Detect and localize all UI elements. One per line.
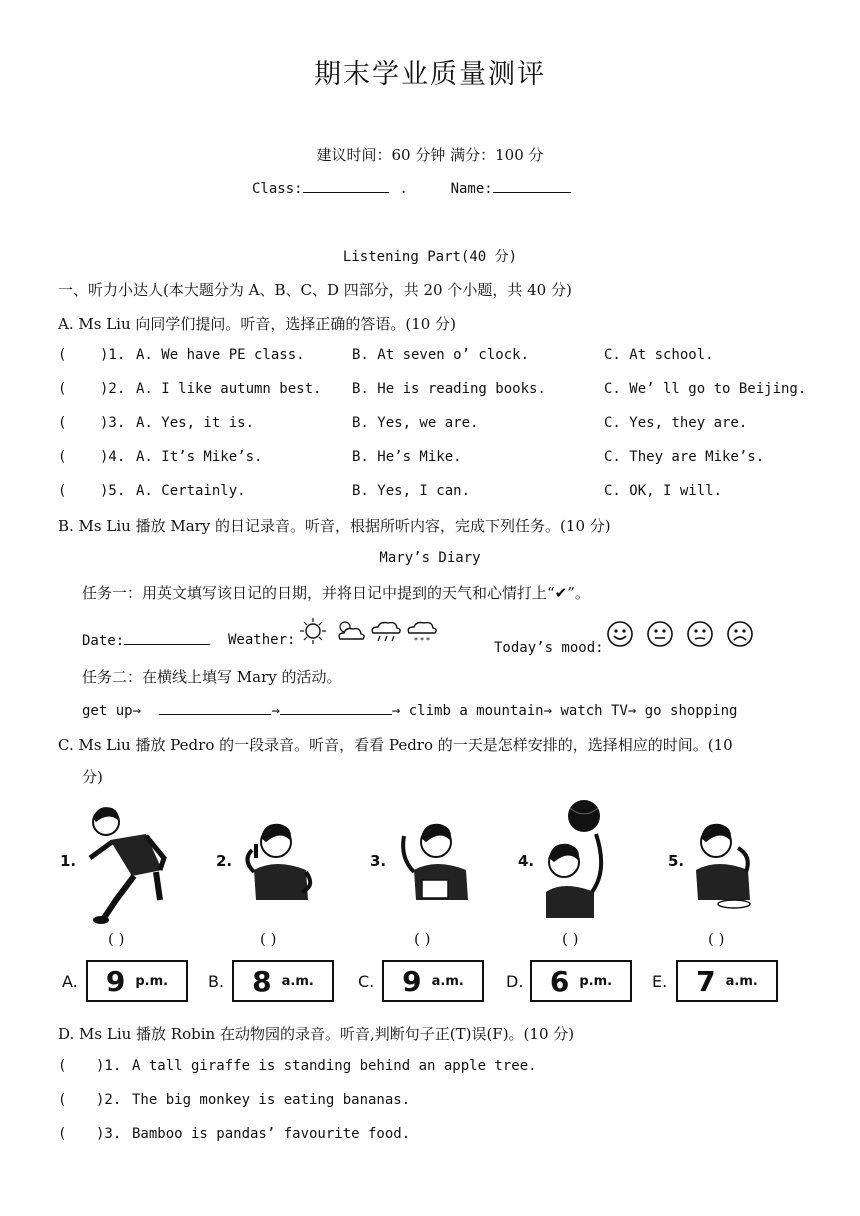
partD-q2-num: )2. bbox=[96, 1092, 122, 1108]
time-box-e bbox=[676, 960, 778, 1002]
mood-label: Today’s mood: bbox=[494, 640, 604, 656]
partA-q4-num: )4. bbox=[100, 449, 126, 465]
class-name-line bbox=[252, 178, 571, 197]
partA-q3-option-a: A. Yes, it is. bbox=[136, 415, 255, 431]
time-hour-c: 9 bbox=[402, 964, 422, 998]
time-box-c bbox=[382, 960, 484, 1002]
partA-q1-paren[interactable]: ( bbox=[58, 347, 67, 363]
partA-q1-option-b: B. At seven o’ clock. bbox=[352, 347, 530, 363]
date-row bbox=[82, 630, 210, 649]
activity-row bbox=[82, 700, 737, 719]
time-letter-c: C. bbox=[358, 972, 375, 991]
listening-part-title: Listening Part(40 分) bbox=[342, 249, 518, 265]
partA-q2-option-a: A. I like autumn best. bbox=[136, 381, 322, 397]
activity-blank-1[interactable] bbox=[159, 700, 271, 715]
weather-label: Weather: bbox=[228, 632, 296, 648]
partly-cloudy-icon[interactable] bbox=[332, 617, 368, 645]
task1: 任务一：用英文填写该日记的日期，并将日记中提到的天气和心情打上“✔”。 bbox=[82, 584, 590, 602]
partA-q4-option-c: C. They are Mike’s. bbox=[604, 449, 765, 465]
answer-paren-3[interactable]: ( ) bbox=[414, 930, 431, 948]
partA-q1-option-a: A. We have PE class. bbox=[136, 347, 305, 363]
partC-instruction-line1: C. Ms Liu 播放 Pedro 的一段录音。听音，看看 Pedro 的一天是怎样安排的，选择相应的时间。(10 bbox=[58, 736, 733, 754]
svg-text:*: * bbox=[420, 636, 424, 645]
section-title: 一、听力小达人(本大题分为 A、B、C、D 四部分，共 20 个小题，共 40 分) bbox=[58, 281, 572, 299]
page-title: 期末学业质量测评 bbox=[314, 59, 546, 90]
partD-q2-paren[interactable]: ( bbox=[58, 1092, 67, 1108]
time-period-c: a.m. bbox=[431, 973, 464, 989]
partD-q1-paren[interactable]: ( bbox=[58, 1058, 67, 1074]
happy-face-icon[interactable] bbox=[606, 620, 634, 648]
partA-q1-option-c: C. At school. bbox=[604, 347, 714, 363]
time-letter-d: D. bbox=[506, 972, 524, 991]
partA-q2-paren[interactable]: ( bbox=[58, 381, 67, 397]
time-box-b bbox=[232, 960, 334, 1002]
name-blank[interactable] bbox=[493, 178, 571, 193]
time-period-e: a.m. bbox=[725, 973, 758, 989]
figure-number-2: 2. bbox=[216, 852, 233, 870]
svg-text:*: * bbox=[426, 636, 430, 645]
partA-q5-paren[interactable]: ( bbox=[58, 483, 67, 499]
partD-q3-paren[interactable]: ( bbox=[58, 1126, 67, 1142]
answer-paren-5[interactable]: ( ) bbox=[708, 930, 725, 948]
time-box-d bbox=[530, 960, 632, 1002]
time-hour-d: 6 bbox=[549, 964, 570, 998]
partA-q1-num: )1. bbox=[100, 347, 126, 363]
boy-eating-illustration bbox=[684, 800, 804, 930]
partA-q2-num: )2. bbox=[100, 381, 126, 397]
time-letter-b: B. bbox=[208, 972, 225, 991]
partA-q5-option-a: A. Certainly. bbox=[136, 483, 246, 499]
rain-icon[interactable] bbox=[368, 617, 404, 645]
figure-number-5: 5. bbox=[668, 852, 685, 870]
partA-q4-paren[interactable]: ( bbox=[58, 449, 67, 465]
partA-q3-option-c: C. Yes, they are. bbox=[604, 415, 748, 431]
partA-q4-option-b: B. He’s Mike. bbox=[352, 449, 462, 465]
time-letter-a: A. bbox=[62, 972, 78, 991]
answer-paren-1[interactable]: ( ) bbox=[108, 930, 125, 948]
partA-instruction: A. Ms Liu 向同学们提问。听音，选择正确的答语。(10 分) bbox=[58, 315, 456, 333]
partA-q3-paren[interactable]: ( bbox=[58, 415, 67, 431]
name-label: Name: bbox=[450, 181, 493, 197]
mood-faces bbox=[606, 620, 766, 648]
partA-q3-num: )3. bbox=[100, 415, 126, 431]
time-period-d: p.m. bbox=[579, 973, 613, 989]
diary-title: Mary’s Diary bbox=[379, 550, 481, 566]
svg-text:*: * bbox=[414, 636, 418, 645]
partA-q5-option-b: B. Yes, I can. bbox=[352, 483, 471, 499]
weather-icons bbox=[296, 617, 440, 645]
activity-arrow: → bbox=[271, 703, 280, 719]
partA-q4-option-a: A. It’s Mike’s. bbox=[136, 449, 263, 465]
sad-face-icon[interactable] bbox=[726, 620, 754, 648]
answer-paren-2[interactable]: ( ) bbox=[260, 930, 277, 948]
time-hour-b: 8 bbox=[252, 964, 272, 998]
task2: 任务二：在横线上填写 Mary 的活动。 bbox=[82, 668, 342, 686]
partD-q1-text: A tall giraffe is standing behind an apple tree. bbox=[132, 1058, 537, 1074]
partB-instruction: B. Ms Liu 播放 Mary 的日记录音。听音，根据所听内容，完成下列任务。(10 分) bbox=[58, 517, 611, 535]
partD-q2-text: The big monkey is eating bananas. bbox=[132, 1092, 411, 1108]
activity-start: get up→ bbox=[82, 703, 142, 719]
time-hour-a: 9 bbox=[105, 964, 126, 998]
activity-end: → climb a mountain→ watch TV→ go shopping bbox=[391, 703, 738, 719]
time-period-b: a.m. bbox=[281, 973, 314, 989]
class-blank[interactable] bbox=[303, 178, 389, 193]
partD-q3-num: )3. bbox=[96, 1126, 122, 1142]
time-hour-e: 7 bbox=[696, 964, 716, 998]
activity-blank-2[interactable] bbox=[280, 700, 392, 715]
time-box-a bbox=[86, 960, 188, 1002]
partD-q1-num: )1. bbox=[96, 1058, 122, 1074]
answer-paren-4[interactable]: ( ) bbox=[562, 930, 579, 948]
boy-basketball-illustration bbox=[534, 800, 654, 930]
figure-number-4: 4. bbox=[518, 852, 535, 870]
figure-number-1: 1. bbox=[60, 852, 77, 870]
class-suffix: . bbox=[399, 181, 408, 197]
partA-q5-option-c: C. OK, I will. bbox=[604, 483, 723, 499]
time-period-a: p.m. bbox=[135, 973, 169, 989]
snow-icon[interactable] bbox=[404, 617, 440, 645]
neutral-face-icon[interactable] bbox=[646, 620, 674, 648]
time-letter-e: E. bbox=[652, 972, 668, 991]
partC-instruction-line2: 分) bbox=[82, 768, 103, 786]
partA-q2-option-c: C. We’ ll go to Beijing. bbox=[604, 381, 807, 397]
class-label: Class: bbox=[252, 181, 303, 197]
date-blank[interactable] bbox=[124, 630, 210, 645]
partA-q5-num: )5. bbox=[100, 483, 126, 499]
partA-q3-option-b: B. Yes, we are. bbox=[352, 415, 479, 431]
boy-running-illustration bbox=[76, 800, 196, 930]
sun-icon[interactable] bbox=[296, 617, 332, 645]
worried-face-icon[interactable] bbox=[686, 620, 714, 648]
partD-q3-text: Bamboo is pandas’ favourite food. bbox=[132, 1126, 411, 1142]
time-info: 建议时间：60 分钟 满分：100 分 bbox=[316, 146, 544, 164]
date-label: Date: bbox=[82, 633, 125, 649]
boy-brushing-teeth-illustration bbox=[232, 800, 352, 930]
boy-reading-illustration bbox=[386, 800, 506, 930]
partD-instruction: D. Ms Liu 播放 Robin 在动物园的录音。听音,判断句子正(T)误(F)。(10 分) bbox=[58, 1025, 575, 1043]
figure-number-3: 3. bbox=[370, 852, 387, 870]
partA-q2-option-b: B. He is reading books. bbox=[352, 381, 546, 397]
